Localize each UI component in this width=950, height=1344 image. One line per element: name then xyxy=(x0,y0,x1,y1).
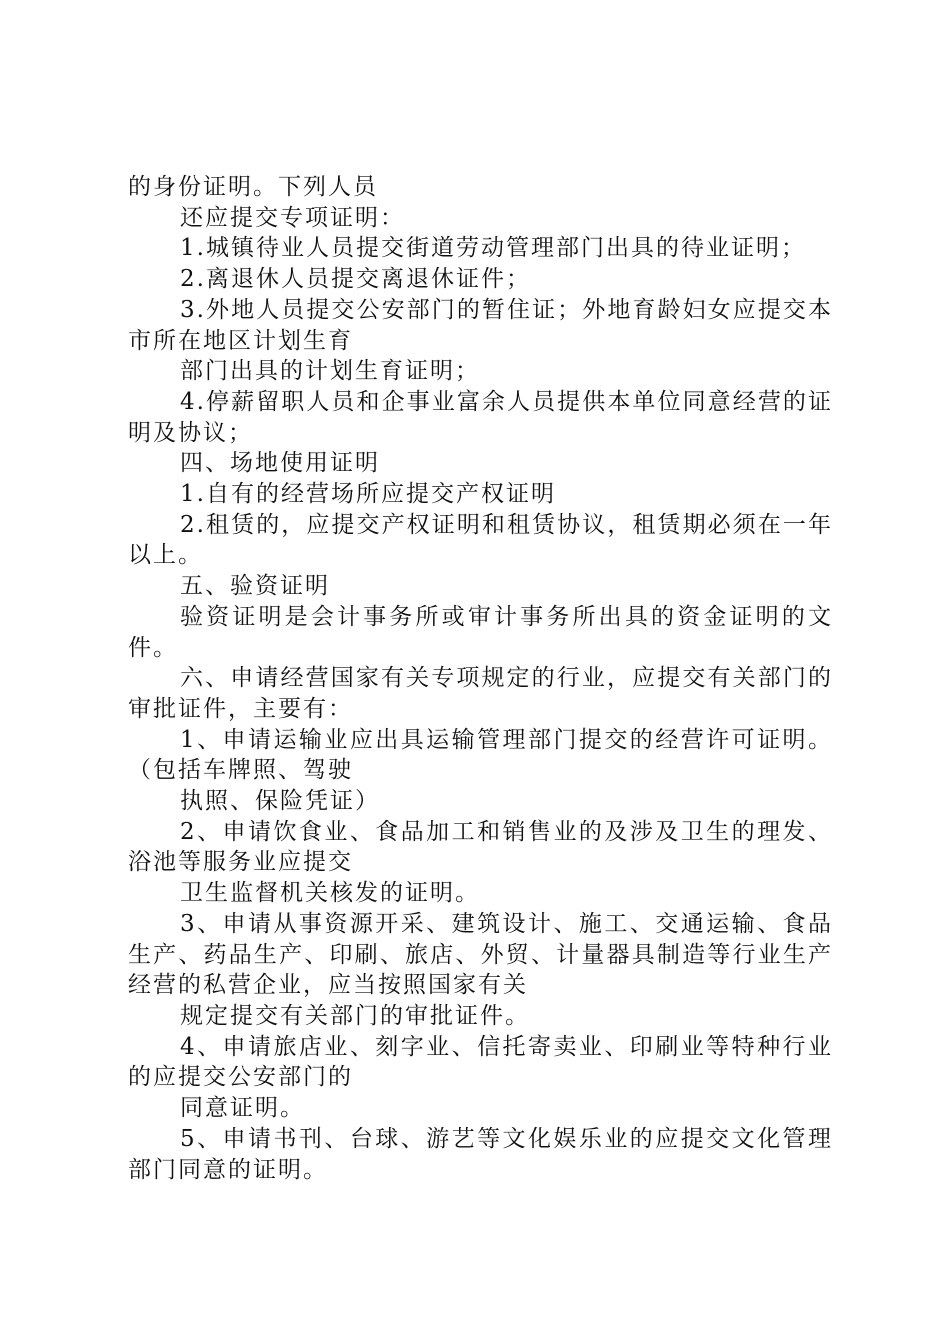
paragraph: 2.离退休人员提交离退休证件； xyxy=(180,266,531,293)
paragraph: 3、申请从事资源开采、建筑设计、施工、交通运输、食品生产、药品生产、印刷、旅店、外贸、计量器具制造等行业生产经营的私营企业，应当按照国家有关 xyxy=(128,910,833,999)
paragraph: 2、申请饮食业、食品加工和销售业的及涉及卫生的理发、浴池等服务业应提交 xyxy=(128,818,833,876)
paragraph: 1.城镇待业人员提交街道劳动管理部门出具的待业证明； xyxy=(180,235,806,262)
paragraph: 同意证明。 xyxy=(180,1095,305,1122)
document-body xyxy=(128,172,833,1185)
section-heading: 六、申请经营国家有关专项规定的行业，应提交有关部门的审批证件，主要有： xyxy=(128,665,833,722)
paragraph: 4、申请旅店业、刻字业、信托寄卖业、印刷业等特种行业的应提交公安部门的 xyxy=(128,1033,833,1091)
paragraph: 1、申请运输业应出具运输管理部门提交的经营许可证明。（包括车牌照、驾驶 xyxy=(128,726,833,784)
paragraph: 验资证明是会计事务所或审计事务所出具的资金证明的文件。 xyxy=(128,603,833,661)
paragraph: 规定提交有关部门的审批证件。 xyxy=(180,1002,530,1029)
paragraph: 卫生监督机关核发的证明。 xyxy=(180,880,480,907)
section-heading: 四、场地使用证明 xyxy=(180,450,380,477)
paragraph: 部门出具的计划生育证明； xyxy=(180,358,480,385)
paragraph: 5、申请书刊、台球、游艺等文化娱乐业的应提交文化管理部门同意的证明。 xyxy=(128,1125,833,1183)
section-heading: 五、验资证明 xyxy=(180,573,330,600)
paragraph: 1.自有的经营场所应提交产权证明 xyxy=(180,481,556,508)
paragraph: 还应提交专项证明： xyxy=(180,204,405,231)
paragraph: 2.租赁的，应提交产权证明和租赁协议，租赁期必须在一年以上。 xyxy=(128,511,833,569)
paragraph: 3.外地人员提交公安部门的暂住证；外地育龄妇女应提交本市所在地区计划生育 xyxy=(128,296,833,354)
paragraph: 执照、保险凭证） xyxy=(180,788,380,815)
paragraph: 的身份证明。下列人员 xyxy=(128,174,378,200)
paragraph: 4.停薪留职人员和企事业富余人员提供本单位同意经营的证明及协议； xyxy=(128,388,833,446)
